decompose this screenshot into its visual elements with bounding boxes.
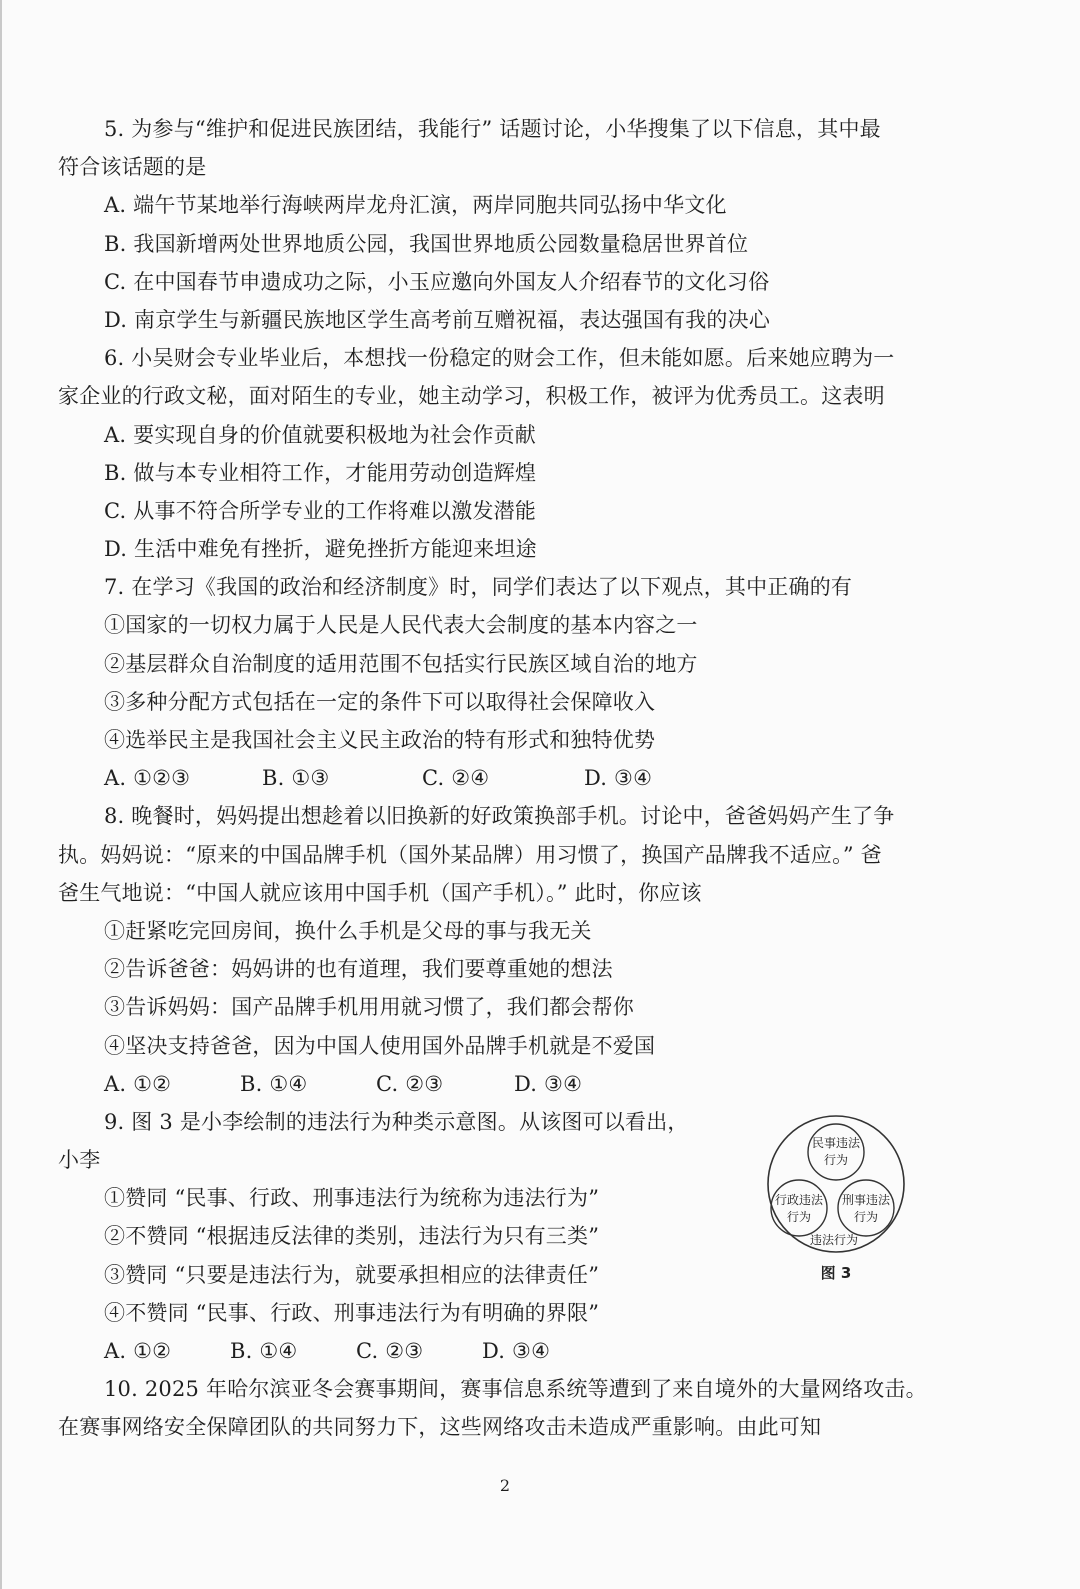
- q7-statement-2: ②基层群众自治制度的适用范围不包括实行民族区域自治的地方: [104, 651, 698, 676]
- q9-statement-2: ②不赞同 “根据违反法律的类别，违法行为只有三类”: [104, 1224, 600, 1249]
- left-circle-label-2: 行为: [786, 1210, 812, 1224]
- q9-statement-1: ①赞同 “民事、行政、刑事违法行为统称为违法行为”: [104, 1186, 600, 1211]
- top-circle-label-2: 行为: [823, 1153, 849, 1167]
- q9-option-d: D. ③④: [482, 1339, 551, 1363]
- q10-stem-line1: 10. 2025 年哈尔滨亚冬会赛事期间，赛事信息系统等遭到了来自境外的大量网络攻击。: [104, 1377, 927, 1402]
- outer-circle-label: 违法行为: [809, 1233, 859, 1247]
- figure-3: [756, 1112, 916, 1282]
- q5-option-c: C. 在中国春节申遗成功之际，小玉应邀向外国友人介绍春节的文化习俗: [104, 269, 770, 294]
- q7-statement-3: ③多种分配方式包括在一定的条件下可以取得社会保障收入: [104, 689, 656, 714]
- q9-stem-line1: 9. 图 3 是小李绘制的违法行为种类示意图。从该图可以看出，: [104, 1109, 689, 1134]
- q6-option-a: A. 要实现自身的价值就要积极地为社会作贡献: [104, 422, 536, 447]
- q5-option-a: A. 端午节某地举行海峡两岸龙舟汇演，两岸同胞共同弘扬中华文化: [104, 193, 727, 218]
- q8-options-row: [58, 1065, 958, 1103]
- q8-statement-2: ②告诉爸爸：妈妈讲的也有道理，我们要尊重她的想法: [104, 957, 613, 982]
- q7-statement-1: ①国家的一切权力属于人民是人民代表大会制度的基本内容之一: [104, 613, 698, 638]
- q6-option-c: C. 从事不符合所学专业的工作将难以激发潜能: [104, 498, 537, 523]
- q8-option-d: D. ③④: [514, 1071, 583, 1096]
- q8-stem-line2: 执。妈妈说：“原来的中国品牌手机（国外某品牌）用习惯了，换国产品牌我不适应。” 爸: [58, 842, 882, 867]
- q9-statement-4: ④不赞同 “民事、行政、刑事违法行为有明确的界限”: [104, 1300, 600, 1325]
- q8-statement-1: ①赶紧吃完回房间，换什么手机是父母的事与我无关: [104, 918, 592, 943]
- q6-stem-line2: 家企业的行政文秘，面对陌生的专业，她主动学习，积极工作，被评为优秀员工。这表明: [58, 384, 885, 409]
- q8-statement-3: ③告诉妈妈：国产品牌手机用用就习惯了，我们都会帮你: [104, 995, 634, 1020]
- q7-statement-4: ④选举民主是我国社会主义民主政治的特有形式和独特优势: [104, 728, 656, 752]
- q6-option-b: B. 做与本专业相符工作，才能用劳动创造辉煌: [104, 460, 537, 485]
- q8-stem-line1: 8. 晚餐时，妈妈提出想趁着以旧换新的好政策换部手机。讨论中，爸爸妈妈产生了争: [104, 804, 895, 829]
- right-circle: [838, 1180, 894, 1236]
- q8-statement-4: ④坚决支持爸爸，因为中国人使用国外品牌手机就是不爱国: [104, 1033, 656, 1058]
- top-circle-label-1: 民事违法: [811, 1136, 861, 1150]
- right-circle-label-2: 行为: [853, 1210, 879, 1224]
- q5-option-b: B. 我国新增两处世界地质公园，我国世界地质公园数量稳居世界首位: [104, 231, 749, 256]
- q7-option-a: A. ①②③: [104, 766, 191, 791]
- figure-caption: 图 3: [820, 1264, 852, 1282]
- page-left-edge: [0, 0, 2, 1589]
- q9-options-row: [58, 1332, 958, 1370]
- right-circle-label-1: 刑事违法: [841, 1193, 891, 1207]
- left-circle-label-1: 行政违法: [774, 1193, 824, 1207]
- q8-option-b: B. ①④: [240, 1071, 308, 1096]
- illegal-behavior-diagram: [756, 1112, 916, 1257]
- q5-stem-line2: 符合该话题的是: [58, 155, 207, 180]
- q9-option-c: C. ②③: [356, 1339, 424, 1363]
- left-circle: [771, 1180, 827, 1236]
- q8-option-c: C. ②③: [376, 1071, 444, 1096]
- q7-option-d: D. ③④: [584, 766, 653, 791]
- q6-stem-line1: 6. 小吴财会专业毕业后，本想找一份稳定的财会工作，但未能如愿。后来她应聘为一: [104, 346, 895, 371]
- q7-stem: 7. 在学习《我国的政治和经济制度》时，同学们表达了以下观点，其中正确的有: [104, 575, 853, 600]
- q7-option-c: C. ②④: [422, 766, 490, 791]
- q8-stem-line3: 爸生气地说：“中国人就应该用中国手机（国产手机）。” 此时，你应该: [58, 880, 702, 905]
- q7-option-b: B. ①③: [262, 766, 330, 791]
- q7-options-row: [58, 759, 958, 797]
- q10-stem-line2: 在赛事网络安全保障团队的共同努力下，这些网络攻击未造成严重影响。由此可知: [58, 1415, 822, 1440]
- page-number: 2: [499, 1476, 511, 1495]
- q5-option-d: D. 南京学生与新疆民族地区学生高考前互赠祝福，表达强国有我的决心: [104, 307, 771, 332]
- q8-option-a: A. ①②: [104, 1071, 172, 1096]
- q5-stem-line1: 5. 为参与“维护和促进民族团结，我能行” 话题讨论，小华搜集了以下信息，其中最: [104, 117, 881, 141]
- q9-option-b: B. ①④: [230, 1339, 298, 1363]
- q9-option-a: A. ①②: [104, 1339, 172, 1363]
- q6-option-d: D. 生活中难免有挫折，避免挫折方能迎来坦途: [104, 537, 537, 562]
- top-circle: [808, 1124, 864, 1180]
- q9-stem-line2: 小李: [58, 1148, 101, 1173]
- q9-statement-3: ③赞同 “只要是违法行为，就要承担相应的法律责任”: [104, 1262, 600, 1287]
